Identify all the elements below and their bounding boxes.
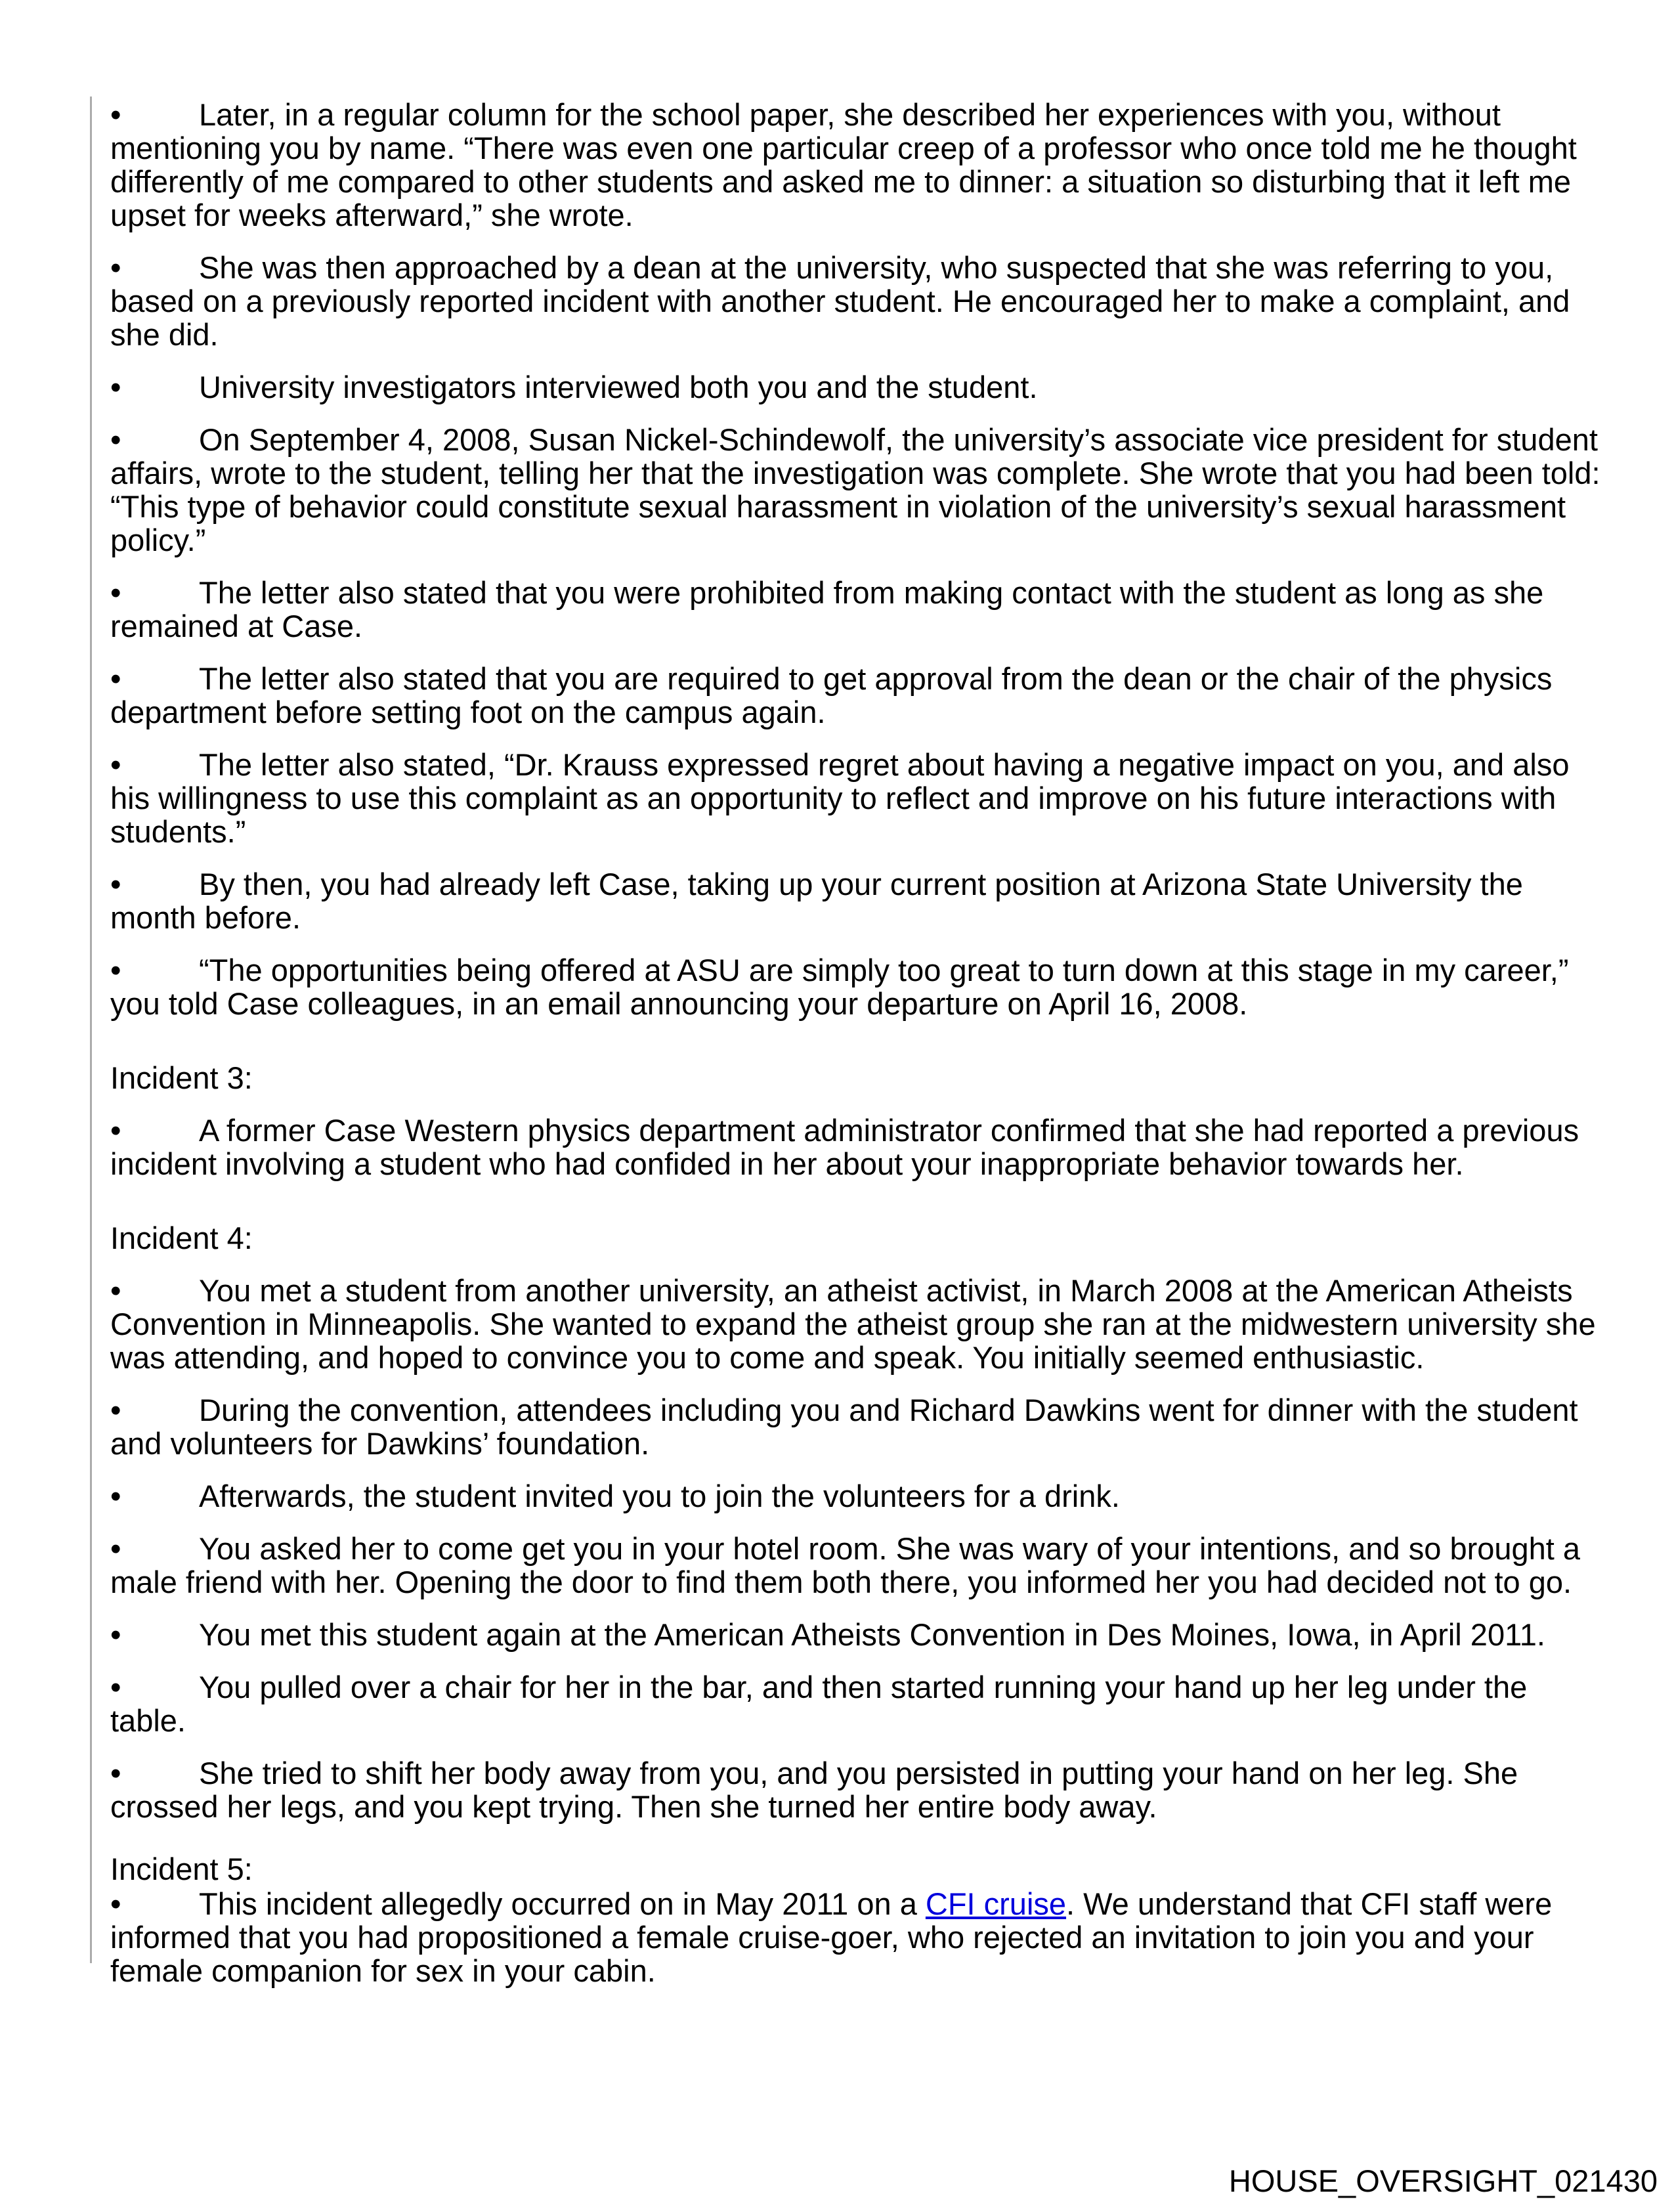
line-text: A former Case Western physics department administrator confirmed that she had reported a previous: [199, 1113, 1579, 1148]
line-text: You met a student from another university, an atheist activist, in March 2008 at the American Atheists: [199, 1273, 1573, 1308]
line-text: You pulled over a chair for her in the bar, and then started running your hand up her leg under the: [199, 1670, 1528, 1704]
text-line: [110, 1756, 1584, 1790]
bullet-paragraph: [110, 1887, 1584, 1987]
text-line: [110, 867, 1584, 901]
text-line: [110, 815, 1584, 848]
text-line: [110, 695, 1584, 729]
text-line: [110, 1670, 1584, 1704]
bullet-paragraph: [110, 422, 1600, 557]
text-line: [110, 1704, 1584, 1737]
bullet-paragraph: [110, 98, 1584, 232]
line-text: “The opportunities being offered at ASU are simply too great to turn down at this stage in my career,”: [199, 953, 1569, 987]
line-text: students.”: [110, 814, 246, 849]
bullet-icon: •: [110, 747, 121, 782]
bullet-icon: •: [110, 1617, 121, 1652]
text-line: [110, 1061, 1584, 1095]
line-text: During the convention, attendees including you and Richard Dawkins went for dinner with the student: [199, 1393, 1578, 1427]
bullet-icon: •: [110, 250, 121, 285]
text-line: [110, 1274, 1584, 1307]
bullet-paragraph: [110, 251, 1584, 351]
text-line: [110, 662, 1584, 695]
bullet-icon: •: [110, 1273, 121, 1308]
line-text: By then, you had already left Case, taking up your current position at Arizona State University the: [199, 867, 1523, 901]
text-line: [110, 1790, 1584, 1823]
text-line: [110, 318, 1584, 351]
incident-heading: [110, 1221, 1584, 1255]
text-line: [110, 901, 1584, 934]
line-text: month before.: [110, 900, 301, 935]
text-line: [110, 1114, 1584, 1147]
line-text: Afterwards, the student invited you to join the volunteers for a drink.: [199, 1479, 1120, 1513]
bates-number: HOUSE_OVERSIGHT_021430: [1228, 2163, 1658, 2198]
bullet-paragraph: [110, 370, 1584, 404]
line-text: crossed her legs, and you kept trying. Then she turned her entire body away.: [110, 1789, 1157, 1824]
text-line: [110, 1532, 1584, 1565]
text-line: [110, 131, 1584, 165]
line-text: differently of me compared to other students and asked me to dinner: a situation so disturbing that it left me: [110, 164, 1572, 199]
line-text: was attending, and hoped to convince you to come and speak. You initially seemed enthusiastic.: [110, 1340, 1425, 1375]
bullet-paragraph: [110, 867, 1584, 934]
bullet-icon: •: [110, 1886, 121, 1921]
text-line: [110, 284, 1584, 318]
text-line: [110, 523, 1584, 557]
line-text: The letter also stated that you were prohibited from making contact with the student as long as she: [199, 575, 1544, 610]
text-line: [110, 490, 1584, 523]
incident-heading: [110, 1061, 1584, 1095]
line-text: . We understand that CFI staff were: [1066, 1886, 1553, 1921]
text-line: [110, 422, 1598, 457]
bullet-paragraph: [110, 1618, 1584, 1651]
bullet-icon: •: [110, 97, 121, 132]
line-text: Incident 3:: [110, 1060, 253, 1095]
text-line: [110, 1393, 1584, 1427]
line-text: informed that you had propositioned a female cruise-goer, who rejected an invitation to join you and your: [110, 1920, 1534, 1955]
document-body: [110, 97, 1600, 1988]
line-text: Incident 4:: [110, 1221, 253, 1255]
text-line: [110, 781, 1584, 815]
text-line: [110, 98, 1584, 131]
bullet-icon: •: [110, 1479, 121, 1513]
line-text: you told Case colleagues, in an email announcing your departure on April 16, 2008.: [110, 986, 1248, 1021]
line-text: This incident allegedly occurred on in May 2011 on a: [199, 1886, 926, 1921]
text-line: [110, 456, 1600, 490]
bullet-paragraph: [110, 953, 1584, 1020]
text-line: [110, 1147, 1584, 1181]
bullet-paragraph: [110, 748, 1584, 848]
bullet-paragraph: [110, 1756, 1584, 1823]
line-text: The letter also stated that you are required to get approval from the dean or the chair of the physics: [199, 661, 1553, 696]
text-line: [110, 987, 1584, 1020]
text-line: [110, 1427, 1584, 1460]
left-margin-change-bar: [90, 97, 92, 1963]
line-text: incident involving a student who had confided in her about your inappropriate behavior towards her.: [110, 1146, 1464, 1181]
line-text: and volunteers for Dawkins’ foundation.: [110, 1426, 650, 1461]
line-text: You asked her to come get you in your hotel room. She was wary of your intentions, and so brought a: [199, 1531, 1581, 1566]
line-text: upset for weeks afterward,” she wrote.: [110, 198, 633, 232]
text-line: [110, 251, 1584, 284]
text-line: [110, 1307, 1596, 1341]
bullet-icon: •: [110, 1670, 121, 1704]
text-line: [110, 370, 1584, 404]
line-text: Incident 5:: [110, 1852, 253, 1886]
bullet-icon: •: [110, 575, 121, 610]
text-line: [110, 1852, 1584, 1886]
incident-heading: [110, 1852, 1584, 1886]
line-text: remained at Case.: [110, 609, 363, 643]
line-text: Later, in a regular column for the school paper, she described her experiences with you, without: [199, 97, 1501, 132]
bullet-icon: •: [110, 953, 121, 987]
bullet-paragraph: [110, 1532, 1584, 1599]
bullet-icon: •: [110, 867, 121, 901]
bullet-paragraph: [110, 1670, 1584, 1737]
text-line: [110, 748, 1584, 781]
text-line: [110, 1341, 1584, 1374]
line-text: mentioning you by name. “There was even one particular creep of a professor who once told me he thought: [110, 131, 1577, 165]
line-text: Convention in Minneapolis. She wanted to expand the atheist group she ran at the midwestern university she: [110, 1307, 1596, 1341]
bullet-paragraph: [110, 1479, 1584, 1513]
bullet-icon: •: [110, 1113, 121, 1148]
bullet-icon: •: [110, 370, 121, 404]
bullet-icon: •: [110, 422, 121, 457]
bullet-icon: •: [110, 1531, 121, 1566]
line-text: You met this student again at the American Atheists Convention in Des Moines, Iowa, in April 2011.: [199, 1617, 1545, 1652]
text-line: [110, 165, 1584, 198]
text-line: [110, 1920, 1584, 1954]
text-line: [110, 1479, 1584, 1513]
text-line: [110, 609, 1584, 643]
text-line: [110, 576, 1584, 609]
text-line: [110, 1954, 1584, 1987]
bullet-paragraph: [110, 662, 1584, 729]
line-text: policy.”: [110, 523, 206, 557]
line-text: The letter also stated, “Dr. Krauss expressed regret about having a negative impact on you, and also: [199, 747, 1570, 782]
line-text: female companion for sex in your cabin.: [110, 1953, 656, 1988]
bullet-icon: •: [110, 1756, 121, 1790]
bullet-icon: •: [110, 1393, 121, 1427]
bullet-paragraph: [110, 1114, 1584, 1181]
line-text: affairs, wrote to the student, telling her that the investigation was complete. She wrote that you had been told:: [110, 456, 1600, 490]
text-line: [110, 1221, 1584, 1255]
text-line: [110, 953, 1584, 987]
line-text: based on a previously reported incident with another student. He encouraged her to make a complaint, and: [110, 284, 1570, 318]
cfi-cruise-link[interactable]: CFI cruise: [925, 1886, 1067, 1921]
text-line: [110, 1887, 1584, 1920]
text-line: [110, 1618, 1584, 1651]
bullet-paragraph: [110, 1273, 1596, 1375]
line-text: She tried to shift her body away from you, and you persisted in putting your hand on her leg. She: [199, 1756, 1518, 1790]
line-text: She was then approached by a dean at the university, who suspected that she was referring to you,: [199, 250, 1554, 285]
text-line: [110, 1565, 1584, 1599]
line-text: University investigators interviewed both you and the student.: [199, 370, 1038, 404]
line-text: On September 4, 2008, Susan Nickel-Schindewolf, the university’s associate vice president for student: [199, 422, 1598, 457]
line-text: table.: [110, 1703, 186, 1738]
line-text: department before setting foot on the campus again.: [110, 695, 826, 729]
bullet-paragraph: [110, 1393, 1584, 1460]
bullet-paragraph: [110, 576, 1584, 643]
line-text: his willingness to use this complaint as an opportunity to reflect and improve on his future interactions with: [110, 781, 1556, 815]
text-line: [110, 198, 1584, 232]
line-text: “This type of behavior could constitute sexual harassment in violation of the university’s sexual harassment: [110, 489, 1566, 524]
bullet-icon: •: [110, 661, 121, 696]
line-text: male friend with her. Opening the door to find them both there, you informed her you had decided not to go.: [110, 1565, 1572, 1599]
line-text: she did.: [110, 317, 219, 352]
